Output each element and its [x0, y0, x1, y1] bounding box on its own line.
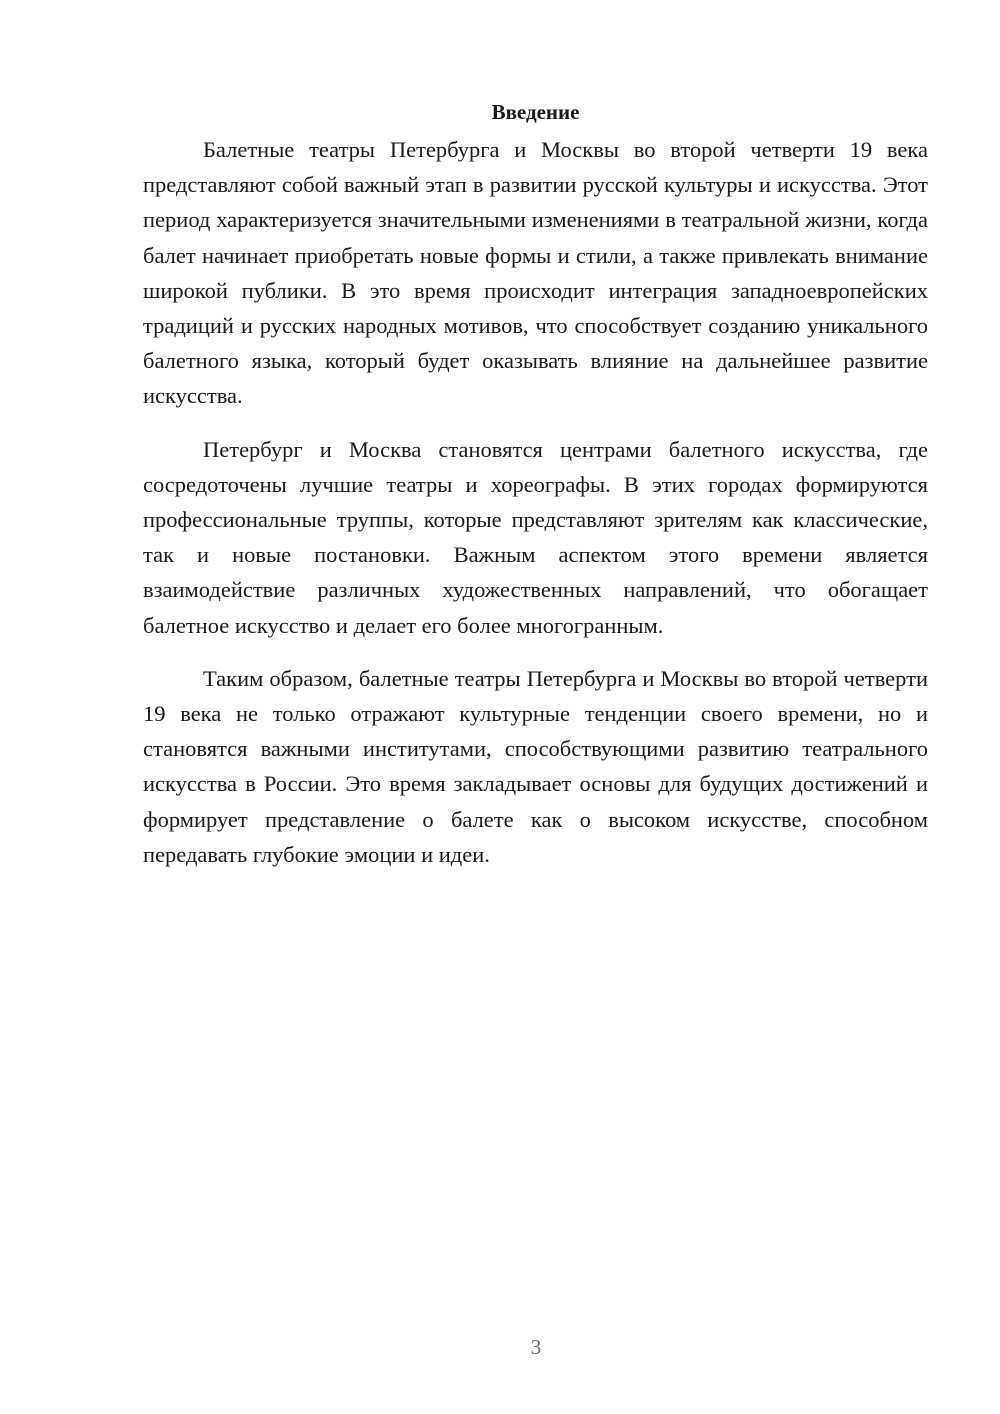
paragraph-1: Балетные театры Петербурга и Москвы во второй четверти 19 века представляют собой важный этап в развитии русской культуры и искусства. Этот период характеризуется значительными изменениями в театральной жизни, когда балет начинает приобретать новые формы и стили, а также привлекать внимание широкой публики. В это время происходит интеграция западноевропейских традиций и русских народных мотивов, что способствует созданию уникального балетного языка, который будет оказывать влияние на дальнейшее развитие искусства. — [143, 137, 928, 409]
page-content — [143, 96, 928, 872]
paragraph-2: Петербург и Москва становятся центрами балетного искусства, где сосредоточены лучшие театры и хореографы. В этих городах формируются профессиональные труппы, которые представляют зрителям как классические, так и новые постановки. Важным аспектом этого времени является взаимодействие различных художественных направлений, что обогащает балетное искусство и делает его более многогранным. — [143, 436, 928, 638]
section-heading: Введение — [491, 100, 580, 124]
page-number: 3 — [530, 1335, 542, 1359]
paragraph-3: Таким образом, балетные театры Петербурга и Москвы во второй четверти 19 века не только отражают культурные тенденции своего времени, но и становятся важными институтами, способствующими развитию театрального искусства в России. Это время закладывает основы для будущих достижений и формирует представление о балете как о высоком искусстве, способном передавать глубокие эмоции и идеи. — [143, 665, 928, 867]
